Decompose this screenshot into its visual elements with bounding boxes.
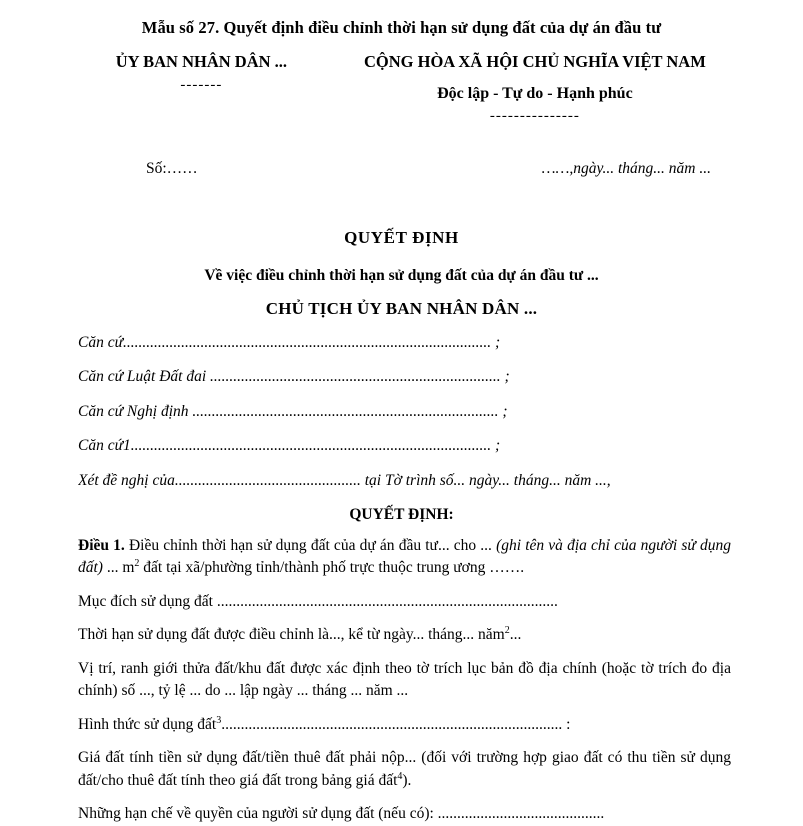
land-price-line bbox=[78, 747, 735, 792]
article-1-text-italic: (ghi tên và địa chỉ của người sử dụng đất) bbox=[78, 536, 732, 577]
land-price-superscript: 4 bbox=[397, 770, 403, 782]
land-use-form-line bbox=[78, 714, 735, 736]
organization-name: ỦY BAN NHÂN DÂN ... bbox=[115, 51, 288, 71]
motto-divider: --------------- bbox=[489, 108, 580, 125]
national-heading bbox=[335, 50, 735, 128]
land-use-term-after: ... bbox=[509, 626, 522, 644]
article-1-label: Điều 1. bbox=[78, 536, 125, 554]
decision-subtitle: Về việc điều chỉnh thời hạn sử dụng đất của dự án đầu tư ... bbox=[204, 266, 599, 284]
legal-basis-item: Căn cứ Luật Đất đai ........................................................................... ; bbox=[78, 368, 510, 386]
document-date: ……,ngày... tháng... năm ... bbox=[541, 159, 711, 177]
document-number: Số:…… bbox=[146, 159, 198, 177]
legal-basis-item: Căn cứ............................................................................................... ; bbox=[78, 334, 501, 351]
organization-divider: ------- bbox=[180, 76, 223, 93]
article-1-superscript: 2 bbox=[134, 558, 140, 570]
article-1 bbox=[78, 535, 735, 580]
decision-title: QUYẾT ĐỊNH bbox=[344, 228, 459, 248]
land-use-purpose-line: Mục đích sử dụng đất ........................................................................................ bbox=[78, 592, 558, 610]
document-header bbox=[68, 50, 735, 128]
form-title: Mẫu số 27. Quyết định điều chỉnh thời hạn sử dụng đất của dự án đầu tư bbox=[141, 18, 662, 37]
article-1-text-1: Điều chỉnh thời hạn sử dụng đất của dự án đầu tư... cho ... bbox=[124, 536, 497, 554]
national-motto: Độc lập - Tự do - Hạnh phúc bbox=[437, 84, 633, 102]
land-use-term-superscript: 2 bbox=[504, 625, 510, 637]
legal-basis-list bbox=[68, 332, 735, 492]
number-date-row bbox=[68, 158, 735, 180]
land-use-term-before: Thời hạn sử dụng đất được điều chỉnh là..., kể từ ngày... tháng... năm bbox=[78, 626, 505, 644]
rights-limitation-line: Những hạn chế về quyền của người sử dụng đất (nếu có): ........................................... bbox=[78, 805, 605, 823]
country-name: CỘNG HÒA XÃ HỘI CHỦ NGHĨA VIỆT NAM bbox=[363, 51, 706, 71]
land-use-term-line bbox=[78, 624, 735, 646]
legal-basis-item: Căn cứ Nghị định ............................................................................... ; bbox=[78, 402, 508, 420]
articles-block bbox=[68, 535, 735, 826]
land-price-before: Giá đất tính tiền sử dụng đất/tiền thuê đất phải nộp... (đối với trường hợp giao đất có thu tiền sử dụng đất/cho thuê đất tính theo giá đất trong bảng giá đất bbox=[78, 749, 731, 789]
decide-heading: QUYẾT ĐỊNH: bbox=[349, 506, 454, 524]
land-use-form-after: ........................................................................................ : bbox=[221, 715, 571, 733]
article-1-text-3: đất tại xã/phường tỉnh/thành phố trực thuộc trung ương ……. bbox=[139, 559, 525, 577]
land-location-line: Vị trí, ranh giới thửa đất/khu đất được xác định theo tờ trích lục bản đồ địa chính (hoặc tờ trích đo địa chính) số ..., tỷ lệ ... do ... lập ngày ... tháng ... năm ... bbox=[78, 659, 731, 700]
legal-basis-item: Căn cứ1............................................................................................. ; bbox=[78, 437, 501, 455]
land-use-form-superscript: 3 bbox=[216, 714, 222, 726]
decision-issuer: CHỦ TỊCH ỦY BAN NHÂN DÂN ... bbox=[265, 299, 538, 319]
issuing-organization bbox=[68, 50, 335, 97]
article-1-text-2: ... m bbox=[102, 559, 135, 577]
proposal-basis-item: Xét đề nghị của................................................ tại Tờ trình số... ngày... tháng... năm ..., bbox=[78, 471, 611, 489]
land-use-form-before: Hình thức sử dụng đất bbox=[78, 715, 217, 733]
land-price-after: ). bbox=[402, 771, 412, 789]
